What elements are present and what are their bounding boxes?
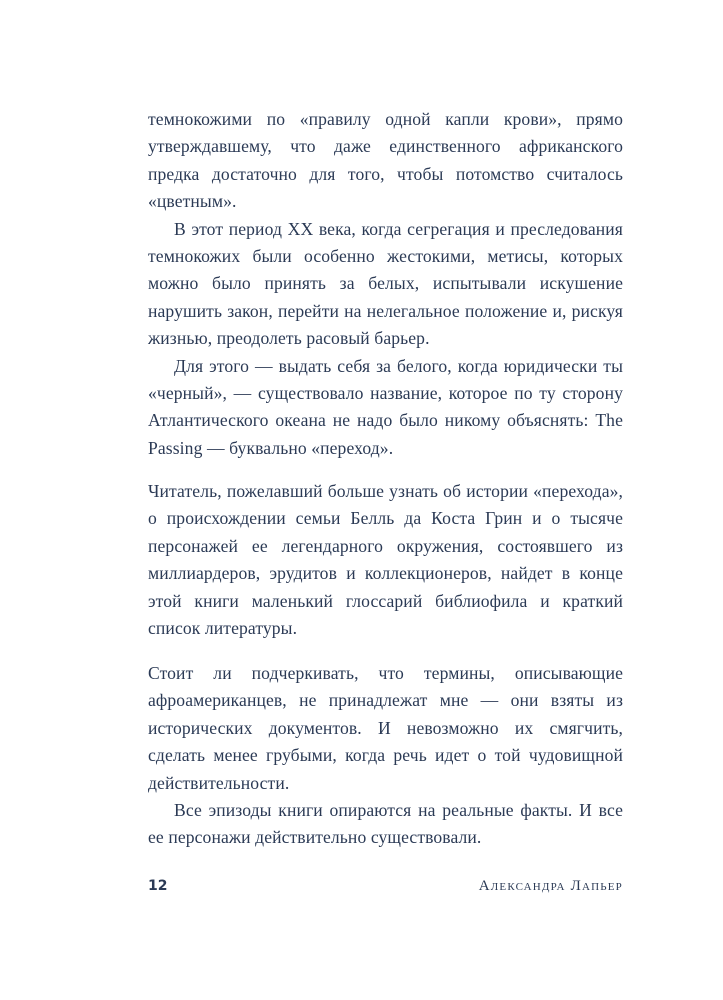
paragraph-terms: Стоит ли подчеркивать, что термины, описывающие афроамериканцев, не принадлежат мне — они взяты из исторических документов. И невозможно их смягчить, сделать менее грубыми, когда речь идет о той чудовищной действительности. bbox=[148, 663, 623, 793]
paragraph-passing: Для этого — выдать себя за белого, когда юридически ты «черный», — существовало название, которое по ту сторону Атлантического океана не надо было никому объяснять: The Passing — буквально «переход». bbox=[148, 355, 623, 458]
page-footer bbox=[148, 876, 623, 898]
paragraph-real-facts: Все эпизоды книги опираются на реальные факты. И все ее персонажи действительно существовали. bbox=[148, 800, 623, 848]
paragraph-segregation: В этот период XX века, когда сегрегация и преследования темнокожих были особенно жестокими, метисы, которых можно было принять за белых, испытывали искушение нарушить закон, перейти на нелегальное положение и, рискуя жизнью, преодолеть расовый барьер. bbox=[148, 218, 623, 349]
text-section-reader-note bbox=[148, 478, 623, 642]
paragraph-glossary-note: Читатель, пожелавший больше узнать об истории «перехода», о происхождении семьи Белль да Коста Грин и о тысяче персонажей ее легендарного окружения, состоявшего из миллиардеров, эрудитов и коллекционеров, найдет в конце этой книги маленький глоссарий библиофила и краткий список литературы. bbox=[148, 481, 623, 639]
text-section-intro bbox=[148, 106, 623, 462]
text-section-terms-note bbox=[148, 660, 623, 852]
paragraph-continuation: темнокожими по «правилу одной капли крови», прямо утверждавшему, что даже единственного африканского предка достаточно для того, чтобы потомство считалось «цветным». bbox=[148, 109, 623, 212]
page-number: 12 bbox=[148, 878, 168, 894]
running-head-author: Александра Лапьер bbox=[478, 878, 623, 894]
